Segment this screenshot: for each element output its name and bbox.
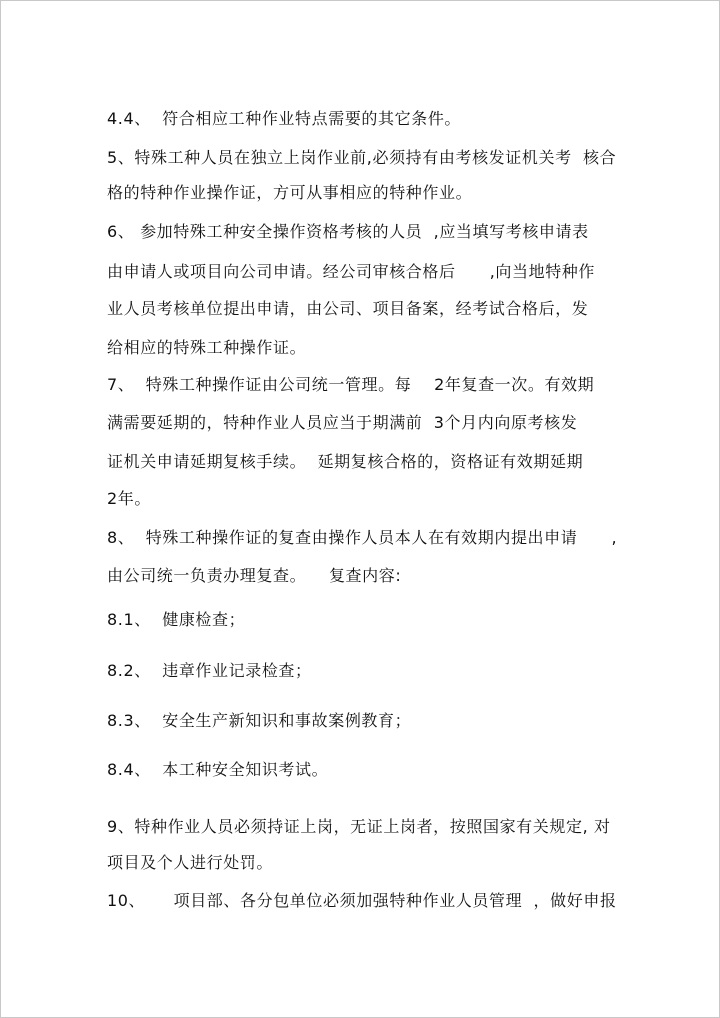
text-line: 8.3、 安全生产新知识和事故案例教育；	[107, 711, 412, 730]
text-line: 10、 项目部、各分包单位必须加强特种作业人员管理 ，做好申报	[107, 891, 617, 910]
text-line: 8.1、 健康检查；	[107, 610, 246, 629]
text-line: 8.4、 本工种安全知识考试。	[107, 760, 329, 779]
text-line: 4.4、 符合相应工种作业特点需要的其它条件。	[107, 109, 462, 128]
text-line: 给相应的特殊工种操作证。	[107, 338, 307, 357]
text-line: 8、 特殊工种操作证的复查由操作人员本人在有效期内提出申请 ,	[107, 528, 618, 547]
text-line: 5、特殊工种人员在独立上岗作业前,必须持有由考核发证机关考 核合	[107, 148, 617, 167]
text-line: 由申请人或项目向公司申请。经公司审核合格后 ,向当地特种作	[107, 262, 596, 281]
text-line: 8.2、 违章作业记录检查；	[107, 661, 312, 680]
text-line: 满需要延期的，特种作业人员应当于期满前 3个月内向原考核发	[107, 413, 578, 432]
text-line: 7、 特殊工种操作证由公司统一管理。每 2年复查一次。有效期	[107, 375, 595, 394]
text-line: 证机关申请延期复核手续。 延期复核合格的，资格证有效期延期	[107, 452, 584, 471]
text-line: 格的特种作业操作证，方可从事相应的特种作业。	[107, 183, 473, 202]
text-line: 9、特种作业人员必须持证上岗，无证上岗者，按照国家有关规定, 对	[107, 817, 611, 836]
text-line: 2年。	[107, 489, 151, 508]
text-line: 项目及个人进行处罚。	[107, 853, 274, 872]
text-line: 业人员考核单位提出申请，由公司、项目备案，经考试合格后，发	[107, 299, 589, 318]
text-line: 由公司统一负责办理复查。 复查内容:	[107, 566, 402, 585]
text-line: 6、 参加特殊工种安全操作资格考核的人员 ,应当填写考核申请表	[107, 222, 589, 241]
